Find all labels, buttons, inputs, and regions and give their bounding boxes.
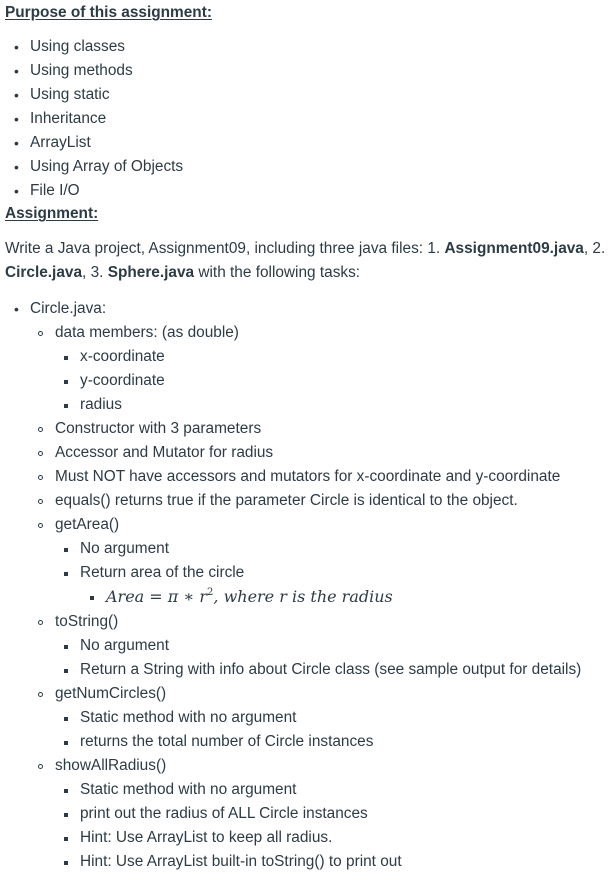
assignment-heading: Assignment:	[5, 205, 99, 222]
list-item	[55, 802, 612, 826]
formula-exponent: 2	[207, 587, 214, 598]
formula-tail: , where r is the radius	[213, 587, 393, 606]
intro-sep: , 3.	[82, 264, 108, 281]
list-item	[55, 634, 612, 658]
accessor-text: Accessor and Mutator for radius	[55, 444, 274, 461]
data-members-item	[30, 321, 612, 417]
list-item	[55, 345, 612, 369]
circle-java-title: Circle.java:	[30, 300, 107, 317]
purpose-item: • ArrayList	[5, 131, 612, 155]
show-all-radius-label: showAllRadius()	[55, 757, 167, 774]
list-item	[55, 706, 612, 730]
purpose-list	[5, 35, 612, 203]
square-bullet-icon	[90, 596, 94, 600]
list-item-text: returns the total number of Circle instances	[80, 733, 374, 750]
circle-bullet-icon	[38, 451, 43, 456]
list-item-text: Return a String with info about Circle class (see sample output for details)	[80, 661, 582, 678]
accessor-item	[30, 441, 612, 465]
circle-bullet-icon	[38, 499, 43, 504]
square-bullet-icon	[64, 669, 68, 673]
to-string-label: toString()	[55, 613, 119, 630]
list-item-text: Return area of the circle	[80, 564, 245, 581]
list-item	[55, 658, 612, 682]
square-bullet-icon	[64, 837, 68, 841]
square-bullet-icon	[64, 380, 68, 384]
square-bullet-icon	[64, 789, 68, 793]
list-item-text: Static method with no argument	[80, 709, 297, 726]
circle-spec-list	[30, 321, 612, 874]
must-not-item	[30, 465, 612, 489]
get-area-item	[30, 513, 612, 610]
list-item-text: y-coordinate	[80, 372, 165, 389]
square-bullet-icon	[64, 645, 68, 649]
purpose-item: • File I/O	[5, 179, 612, 203]
equals-text: equals() returns true if the parameter Circle is identical to the object.	[55, 492, 518, 509]
purpose-item: • Using static	[5, 83, 612, 107]
bullet-icon: •	[14, 301, 19, 317]
square-bullet-icon	[64, 404, 68, 408]
list-item	[55, 730, 612, 754]
circle-bullet-icon	[38, 620, 43, 625]
intro-suffix: with the following tasks:	[194, 264, 361, 281]
list-item	[55, 561, 612, 610]
file-sphere: Sphere.java	[107, 264, 195, 281]
to-string-item	[30, 610, 612, 682]
list-item	[55, 826, 612, 850]
list-item-text: No argument	[80, 637, 169, 654]
formula-r: r	[199, 587, 208, 606]
assignment-intro	[5, 237, 609, 285]
list-item	[55, 369, 612, 393]
circle-bullet-icon	[38, 692, 43, 697]
task-list	[5, 297, 612, 874]
list-item-text: radius	[80, 396, 122, 413]
list-item	[55, 850, 612, 874]
list-item-text: No argument	[80, 540, 169, 557]
list-item	[55, 537, 612, 561]
intro-prefix: Write a Java project, Assignment09, including three java files: 1.	[5, 240, 445, 257]
square-bullet-icon	[64, 572, 68, 576]
list-item-text: x-coordinate	[80, 348, 165, 365]
constructor-item	[30, 417, 612, 441]
show-all-radius-item	[30, 754, 612, 874]
purpose-heading: Purpose of this assignment:	[5, 4, 212, 21]
to-string-list	[55, 634, 612, 682]
circle-bullet-icon	[38, 523, 43, 528]
formula-list	[80, 585, 612, 610]
get-area-list	[55, 537, 612, 610]
get-num-circles-list	[55, 706, 612, 754]
purpose-item: • Inheritance	[5, 107, 612, 131]
square-bullet-icon	[64, 717, 68, 721]
square-bullet-icon	[64, 861, 68, 865]
list-item	[55, 393, 612, 417]
formula-area: Area	[106, 587, 145, 606]
square-bullet-icon	[64, 741, 68, 745]
constructor-text: Constructor with 3 parameters	[55, 420, 262, 437]
list-item-text: Hint: Use ArrayList to keep all radius.	[80, 829, 333, 846]
circle-bullet-icon	[38, 475, 43, 480]
square-bullet-icon	[64, 548, 68, 552]
square-bullet-icon	[64, 356, 68, 360]
purpose-item: • Using classes	[5, 35, 612, 59]
data-members-label: data members: (as double)	[55, 324, 239, 341]
formula-item	[80, 585, 612, 610]
list-item-text: Static method with no argument	[80, 781, 297, 798]
purpose-item: • Using methods	[5, 59, 612, 83]
file-assignment09: Assignment09.java	[444, 240, 584, 257]
square-bullet-icon	[64, 813, 68, 817]
area-formula	[106, 587, 393, 606]
list-item-text: print out the radius of ALL Circle instances	[80, 805, 368, 822]
formula-equals: =	[144, 587, 168, 606]
circle-bullet-icon	[38, 427, 43, 432]
get-area-label: getArea()	[55, 516, 120, 533]
get-num-circles-item	[30, 682, 612, 754]
show-all-radius-list	[55, 778, 612, 874]
get-num-circles-label: getNumCircles()	[55, 685, 167, 702]
list-item	[55, 778, 612, 802]
list-item-text: Hint: Use ArrayList built-in toString() to print out	[80, 853, 402, 870]
formula-operator: ∗	[178, 587, 200, 606]
must-not-text: Must NOT have accessors and mutators for x-coordinate and y-coordinate	[55, 468, 561, 485]
formula-pi: π	[167, 587, 179, 606]
intro-sep: , 2.	[583, 240, 606, 257]
data-members-list	[55, 345, 612, 417]
equals-item	[30, 489, 612, 513]
file-circle: Circle.java	[5, 264, 83, 281]
purpose-item: • Using Array of Objects	[5, 155, 612, 179]
circle-bullet-icon	[38, 331, 43, 336]
circle-bullet-icon	[38, 764, 43, 769]
circle-java-item	[5, 297, 612, 874]
